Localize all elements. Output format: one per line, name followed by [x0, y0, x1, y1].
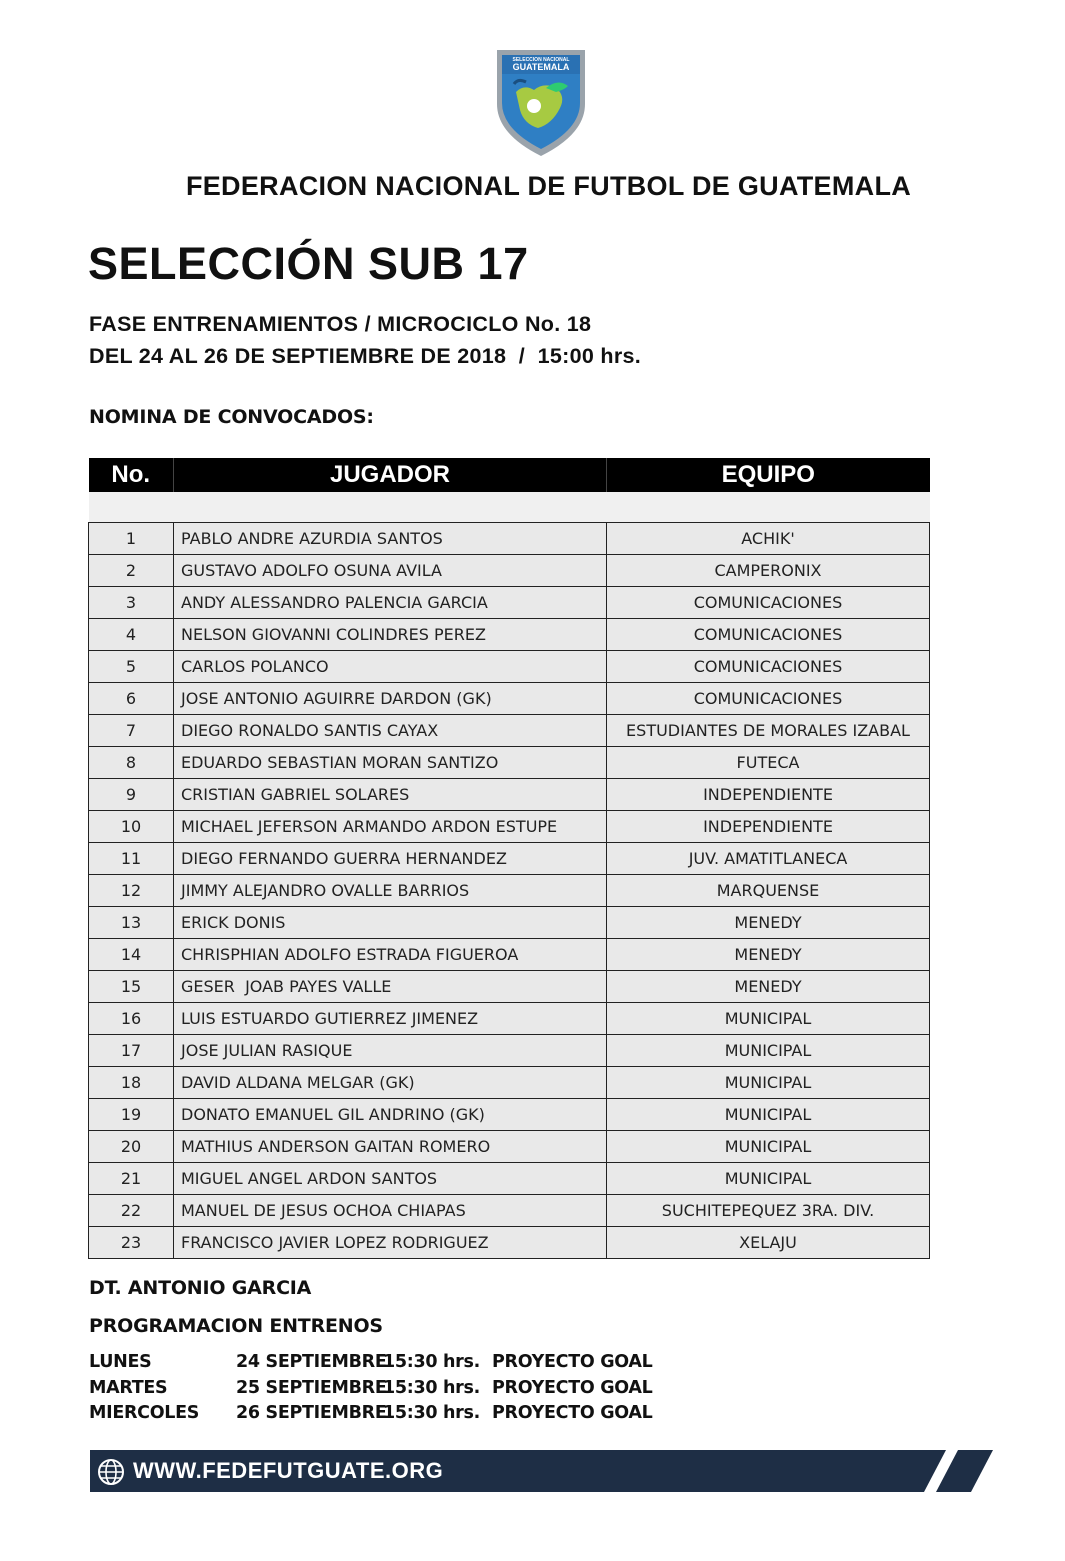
row-number: 22: [89, 1195, 174, 1227]
row-number: 8: [89, 747, 174, 779]
table-row: [89, 779, 930, 811]
team-name: COMUNICACIONES: [607, 587, 930, 619]
player-name: ANDY ALESSANDRO PALENCIA GARCIA: [174, 587, 607, 619]
team-name: FUTECA: [607, 747, 930, 779]
player-name: JOSE JULIAN RASIQUE: [174, 1035, 607, 1067]
player-name: EDUARDO SEBASTIAN MORAN SANTIZO: [174, 747, 607, 779]
team-name: INDEPENDIENTE: [607, 779, 930, 811]
player-name: MATHIUS ANDERSON GAITAN ROMERO: [174, 1131, 607, 1163]
player-name: GUSTAVO ADOLFO OSUNA AVILA: [174, 555, 607, 587]
logo-top-text: SELECCION NACIONAL: [512, 57, 570, 63]
table-row: [89, 523, 930, 555]
row-number: 23: [89, 1227, 174, 1259]
player-name: MICHAEL JEFERSON ARMANDO ARDON ESTUPE: [174, 811, 607, 843]
team-name: MUNICIPAL: [607, 1035, 930, 1067]
row-number: 4: [89, 619, 174, 651]
logo-main-text: GUATEMALA: [512, 62, 570, 72]
row-number: 9: [89, 779, 174, 811]
table-row: [89, 683, 930, 715]
player-name: DAVID ALDANA MELGAR (GK): [174, 1067, 607, 1099]
schedule-time: 15:30 hrs.: [383, 1403, 480, 1423]
row-number: 13: [89, 907, 174, 939]
player-name: MIGUEL ANGEL ARDON SANTOS: [174, 1163, 607, 1195]
row-number: 3: [89, 587, 174, 619]
schedule-date: 25 SEPTIEMBRE: [236, 1377, 387, 1398]
team-name: MENEDY: [607, 939, 930, 971]
schedule-date: 24 SEPTIEMBRE: [236, 1352, 387, 1372]
team-name: MENEDY: [607, 971, 930, 1003]
schedule-row: [89, 1378, 689, 1404]
table-row: [89, 1067, 930, 1099]
row-number: 19: [89, 1099, 174, 1131]
header-player: JUGADOR: [174, 458, 607, 492]
table-row: [89, 1163, 930, 1195]
row-number: 12: [89, 875, 174, 907]
team-name: INDEPENDIENTE: [607, 811, 930, 843]
team-name: ACHIK': [607, 523, 930, 555]
player-name: FRANCISCO JAVIER LOPEZ RODRIGUEZ: [174, 1227, 607, 1259]
player-name: LUIS ESTUARDO GUTIERREZ JIMENEZ: [174, 1003, 607, 1035]
row-number: 16: [89, 1003, 174, 1035]
coach-name: DT. ANTONIO GARCIA: [89, 1277, 312, 1299]
table-row: [89, 651, 930, 683]
federation-name: FEDERACION NACIONAL DE FUTBOL DE GUATEMALA: [185, 171, 912, 201]
page-title: SELECCIÓN SUB 17: [88, 238, 529, 289]
table-spacer-row: [89, 492, 930, 523]
team-name: ESTUDIANTES DE MORALES IZABAL: [607, 715, 930, 747]
table-header-row: [89, 458, 930, 492]
roster-table: [88, 458, 930, 1259]
row-number: 21: [89, 1163, 174, 1195]
table-row: [89, 1131, 930, 1163]
globe-icon: [96, 1457, 126, 1487]
team-name: JUV. AMATITLANECA: [607, 843, 930, 875]
nomina-label: NOMINA DE CONVOCADOS:: [89, 406, 374, 428]
player-name: CHRISPHIAN ADOLFO ESTRADA FIGUEROA: [174, 939, 607, 971]
player-name: DIEGO FERNANDO GUERRA HERNANDEZ: [174, 843, 607, 875]
player-name: CRISTIAN GABRIEL SOLARES: [174, 779, 607, 811]
row-number: 5: [89, 651, 174, 683]
team-name: MARQUENSE: [607, 875, 930, 907]
player-name: JOSE ANTONIO AGUIRRE DARDON (GK): [174, 683, 607, 715]
table-row: [89, 715, 930, 747]
team-name: SUCHITEPEQUEZ 3RA. DIV.: [607, 1195, 930, 1227]
table-row: [89, 939, 930, 971]
table-row: [89, 1227, 930, 1259]
table-row: [89, 1099, 930, 1131]
schedule-time: 15:30 hrs.: [383, 1377, 480, 1398]
team-name: MUNICIPAL: [607, 1163, 930, 1195]
schedule-title: PROGRAMACION ENTRENOS: [89, 1315, 383, 1337]
schedule-date: 26 SEPTIEMBRE: [236, 1403, 387, 1423]
player-name: NELSON GIOVANNI COLINDRES PEREZ: [174, 619, 607, 651]
federation-logo: [494, 48, 588, 158]
player-name: JIMMY ALEJANDRO OVALLE BARRIOS: [174, 875, 607, 907]
table-row: [89, 811, 930, 843]
team-name: COMUNICACIONES: [607, 651, 930, 683]
team-name: COMUNICACIONES: [607, 683, 930, 715]
website-link[interactable]: WWW.FEDEFUTGUATE.ORG: [133, 1458, 444, 1483]
row-number: 11: [89, 843, 174, 875]
table-row: [89, 555, 930, 587]
table-row: [89, 1195, 930, 1227]
row-number: 2: [89, 555, 174, 587]
table-row: [89, 971, 930, 1003]
team-name: MUNICIPAL: [607, 1131, 930, 1163]
player-name: MANUEL DE JESUS OCHOA CHIAPAS: [174, 1195, 607, 1227]
team-name: CAMPERONIX: [607, 555, 930, 587]
player-name: GESER JOAB PAYES VALLE: [174, 971, 607, 1003]
row-number: 15: [89, 971, 174, 1003]
table-row: [89, 843, 930, 875]
schedule-row: [89, 1352, 689, 1378]
phase-subtitle: FASE ENTRENAMIENTOS / MICROCICLO No. 18: [89, 312, 592, 336]
schedule-time: 15:30 hrs.: [383, 1352, 480, 1372]
row-number: 7: [89, 715, 174, 747]
row-number: 1: [89, 523, 174, 555]
header-team: EQUIPO: [607, 458, 930, 492]
team-name: MENEDY: [607, 907, 930, 939]
player-name: DONATO EMANUEL GIL ANDRINO (GK): [174, 1099, 607, 1131]
table-row: [89, 1003, 930, 1035]
schedule-list: [89, 1352, 689, 1429]
team-name: XELAJU: [607, 1227, 930, 1259]
team-name: MUNICIPAL: [607, 1067, 930, 1099]
schedule-day: MARTES: [89, 1377, 168, 1398]
schedule-place: PROYECTO GOAL: [492, 1403, 653, 1423]
row-number: 18: [89, 1067, 174, 1099]
player-name: DIEGO RONALDO SANTIS CAYAX: [174, 715, 607, 747]
schedule-day: LUNES: [89, 1352, 152, 1372]
row-number: 10: [89, 811, 174, 843]
row-number: 17: [89, 1035, 174, 1067]
player-name: PABLO ANDRE AZURDIA SANTOS: [174, 523, 607, 555]
table-row: [89, 875, 930, 907]
row-number: 14: [89, 939, 174, 971]
row-number: 20: [89, 1131, 174, 1163]
header-no: No.: [89, 458, 174, 492]
table-row: [89, 907, 930, 939]
table-row: [89, 1035, 930, 1067]
row-number: 6: [89, 683, 174, 715]
table-row: [89, 619, 930, 651]
schedule-day: MIERCOLES: [89, 1403, 200, 1423]
team-name: MUNICIPAL: [607, 1003, 930, 1035]
table-row: [89, 747, 930, 779]
schedule-place: PROYECTO GOAL: [492, 1352, 653, 1372]
team-name: COMUNICACIONES: [607, 619, 930, 651]
table-row: [89, 587, 930, 619]
schedule-row: [89, 1403, 689, 1429]
player-name: CARLOS POLANCO: [174, 651, 607, 683]
schedule-place: PROYECTO GOAL: [492, 1377, 653, 1398]
dates-subtitle: DEL 24 AL 26 DE SEPTIEMBRE DE 2018 / 15:00 hrs.: [89, 344, 642, 368]
team-name: MUNICIPAL: [607, 1099, 930, 1131]
player-name: ERICK DONIS: [174, 907, 607, 939]
